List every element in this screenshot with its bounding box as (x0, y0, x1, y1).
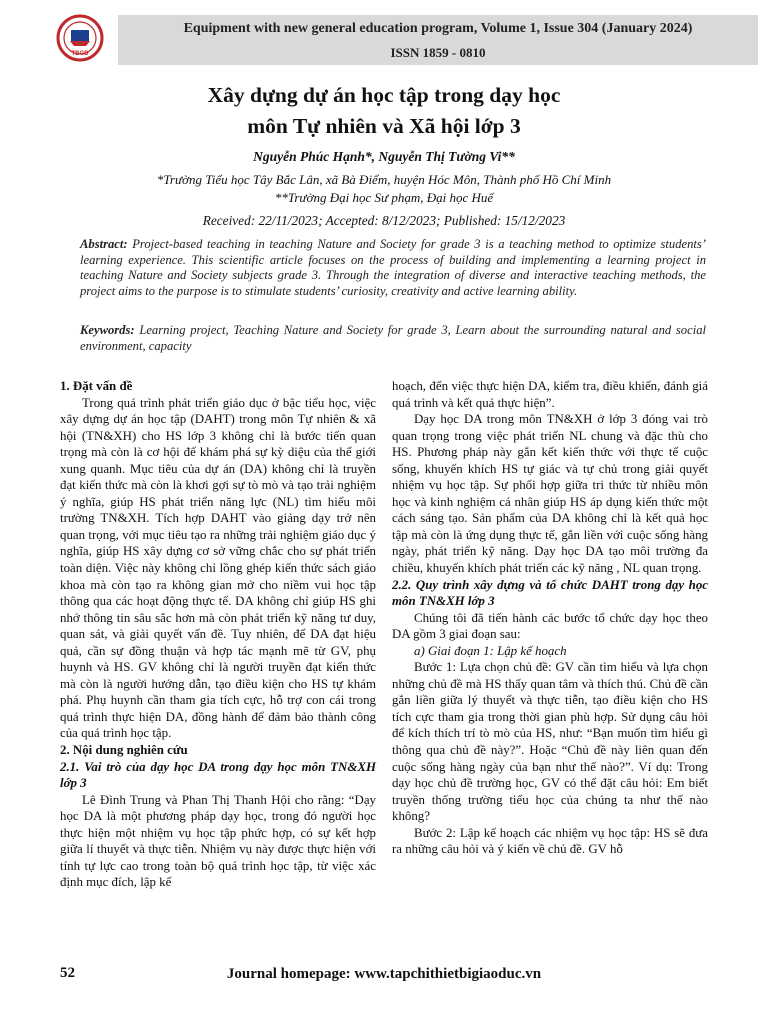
paragraph: Chúng tôi đã tiến hành các bước tổ chức dạy học theo DA gồm 3 giai đoạn sau: (392, 610, 708, 642)
publication-dates: Received: 22/11/2023; Accepted: 8/12/2023; Published: 15/12/2023 (202, 213, 566, 228)
title-line-2: môn Tự nhiên và Xã hội lớp 3 (247, 114, 521, 138)
article-title (60, 80, 708, 142)
left-column (60, 378, 376, 891)
journal-issue-line: Equipment with new general education program, Volume 1, Issue 304 (January 2024) (183, 21, 693, 36)
phase-heading: a) Giai đoạn 1: Lập kế hoạch (414, 643, 567, 658)
affiliation-2: **Trường Đại học Sư phạm, Đại học Huế (274, 190, 494, 205)
title-line-1: Xây dựng dự án học tập trong dạy học (207, 83, 561, 107)
subsection-heading-2-2: 2.2. Quy trình xây dựng và tổ chức DAHT trong dạy học môn TN&XH lớp 3 (392, 577, 708, 609)
page-number: 52 (60, 965, 75, 981)
abstract-text: Project-based teaching in teaching Nature and Society for grade 3 is a teaching method to optimize students’ learning experience. This scientific article focuses on the process of building and implementing a learning project in teaching Nature and Society subjects grade 3. Through the integration of diverse and interactive teaching methods, the project aims to the purpose is to stimulate students’ curiosity, creativity and active learning ability. (80, 237, 706, 298)
section-heading-1: 1. Đặt vấn đề (60, 379, 133, 393)
journal-homepage: Journal homepage: www.tapchithietbigiaoduc.vn (226, 966, 542, 982)
abstract-label: Abstract: (80, 237, 128, 251)
abstract (80, 237, 706, 299)
paragraph: Trong quá trình phát triển giáo dục ở bậc tiểu học, việc xây dựng dự án học tập (DAHT) trong môn Tự nhiên & xã hội (TN&XH) cho HS lớp 3 không chỉ là bước tiến quan trọng mà còn là cơ hội để khám phá sự kỳ diệu của thế giới xung quanh. Mục tiêu của dự án (DA) không chỉ là truyền đạt kiến thức mà còn là khơi gợi sự tò mò và tạo trải nghiệm ý nghĩa, giúp HS phát triển năng lực (NL) tìm hiểu môi trường TN&XH. Tích hợp DAHT vào giảng dạy trở nên quan trọng, với mục tiêu tạo ra những trải nghiệm giáo dục ý nghĩa, giúp HS xây dựng cơ sở vững chắc cho sự phát triển toàn diện. Việc này không chỉ lồng ghép kiến thức sách giáo khoa mà còn tạo ra không gian mở cho niềm vui học tập thông qua các hoạt động thực tế. DA không chỉ giúp HS ghi nhớ thông tin sâu sắc hơn mà còn phát triển kỹ năng tư duy, quan sát, và giải quyết vấn đề. Tuy nhiên, để DA đạt hiệu quả, cần sự đồng thuận và hợp tác mạnh mẽ từ GV, phụ huynh và HS. GV không chỉ là người truyền đạt kiến thức mà còn là người hướng dẫn, tạo điều kiện cho HS tự khám phá. Phụ huynh cần tham gia tích cực, hỗ trợ con cái trong quá trình thực hiện DA, đồng hành để đảm bảo thành công của quá trình học tập. (60, 395, 376, 741)
paragraph: hoạch, đến việc thực hiện DA, kiểm tra, điều khiển, đánh giá quá trình và kết quả thực hiện”. (392, 379, 708, 410)
paragraph: Dạy học DA trong môn TN&XH ở lớp 3 đóng vai trò quan trọng trong việc phát triển NL chung và đặc thù cho HS. Phương pháp này gắn kết kiến thức với thực tế cuộc sống, khuyến khích HS tự giác và tự chủ trong giải quyết nhiệm vụ học tập. Sự phối hợp giữa tri thức từ nhiều môn học và kinh nghiệm cá nhân giúp HS áp dụng kiến thức một cách sáng tạo. Sản phẩm của DA không chỉ là kết quả học tập mà còn là ứng dụng thực tế, gắn liền với cuộc sống hàng ngày, phát triển kỹ năng. Dạy học DA tạo môi trường đa chiều, khuyến khích phát triển các kỹ năng , NL quan trọng. (392, 412, 708, 576)
paragraph: Lê Đình Trung và Phan Thị Thanh Hội cho rằng: “Dạy học DA là một phương pháp dạy học, trong đó người học thực hiện một nhiệm vụ học tập phức hợp, có sự kết hợp giữa lí thuyết và thực tiễn. Nhiệm vụ này được thực hiện với tính tự lực cao trong toàn bộ quá trình học tập, từ việc xác định mục đích, lập kế (60, 792, 376, 890)
authors: Nguyễn Phúc Hạnh*, Nguyễn Thị Tường Vi** (253, 149, 515, 164)
journal-header (118, 15, 758, 65)
paragraph: Bước 2: Lập kế hoạch các nhiệm vụ học tập: HS sẽ đưa ra những câu hỏi và ý kiến về chủ đề. GV hỗ (392, 825, 708, 857)
issn-line: ISSN 1859 - 0810 (390, 45, 486, 60)
journal-logo-icon (56, 14, 104, 62)
paragraph: Bước 1: Lựa chọn chủ đề: GV cần tìm hiểu và lựa chọn những chủ đề mà HS thấy quan tâm và thích thú. Chủ đề cần gắn liền giữa lý thuyết và thực tiễn, tạo điều kiện cho HS tích cực tham gia trong thời gian phù hợp. Sử dụng câu hỏi để kích thích trí tò mò của HS, như: “Bạn muốn tìm hiểu gì thông qua chủ đề này?”. Hoặc “Chủ đề này liên quan đến cuộc sống hàng ngày của bạn như thế nào?”. Ví dụ: Trong dạy học chủ đề trường học, GV có thể đặt câu hỏi: Em biết truyền thống trường tiểu học của chúng ta như thế nào không? (392, 660, 708, 824)
logo-text: TBGD (71, 51, 89, 57)
section-heading-2: 2. Nội dung nghiên cứu (60, 743, 188, 758)
keywords-label: Keywords: (80, 323, 135, 337)
right-column (392, 378, 708, 858)
keywords (80, 322, 706, 354)
affiliation-1: *Trường Tiểu học Tây Bắc Lân, xã Bà Điểm, huyện Hóc Môn, Thành phố Hồ Chí Minh (156, 172, 612, 187)
subsection-heading-2-1: 2.1. Vai trò của dạy học DA trong dạy học môn TN&XH lớp 3 (60, 759, 376, 791)
keywords-text: Learning project, Teaching Nature and Society for grade 3, Learn about the surrounding natural and social environment, capacity (80, 323, 706, 353)
